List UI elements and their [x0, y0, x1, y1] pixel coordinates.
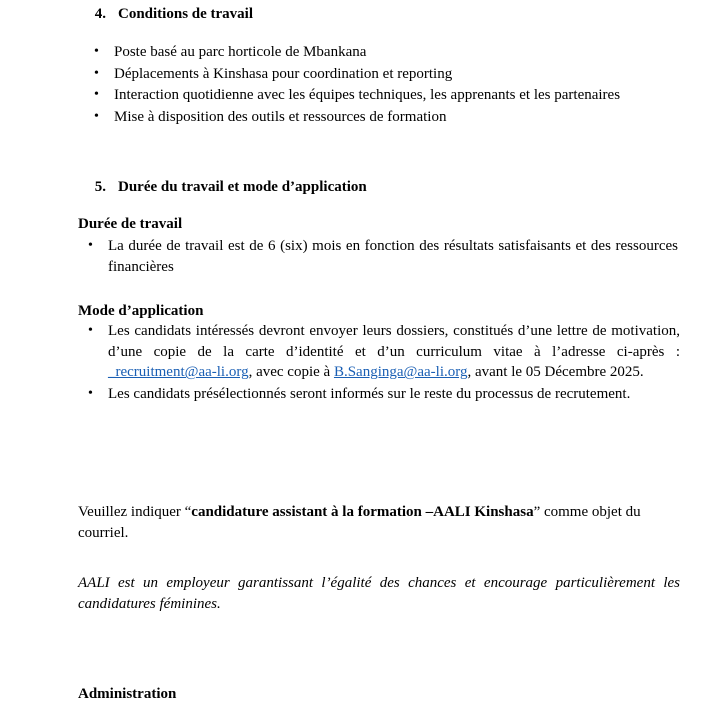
duree-de-travail-list: [78, 236, 678, 278]
subject-note-bold: candidature assistant à la formation –AALI Kinshasa: [191, 504, 534, 520]
section-4-bullet-list: [84, 42, 684, 129]
section-4-number: 4.: [94, 6, 106, 22]
administration-heading: Administration: [78, 686, 177, 702]
subject-note-after: ” comme objet du courriel.: [78, 504, 641, 541]
list-item: • Déplacements à Kinshasa pour coordination et reporting: [84, 64, 684, 85]
section-5-title: Durée du travail et mode d’application: [118, 179, 367, 195]
section-4-title: Conditions de travail: [118, 6, 254, 22]
list-item: • Interaction quotidienne avec les équipes techniques, les apprenants et les partenaires: [84, 85, 684, 106]
application-instructions-text-2: , avec copie à: [248, 364, 331, 381]
list-item: [78, 321, 680, 383]
email-subject-note: [78, 502, 680, 543]
sanginga-email-link[interactable]: B.Sanginga@aa-li.org: [333, 364, 468, 381]
application-deadline-text: , avant le 05 Décembre 2025.: [467, 364, 644, 381]
list-item: • Poste basé au parc horticole de Mbankana: [84, 42, 684, 63]
list-item: • La durée de travail est de 6 (six) mois en fonction des résultats satisfaisants et des ressources financières: [78, 236, 678, 277]
application-instructions-text: Les candidats intéressés devront envoyer leurs dossiers, constitués d’une lettre de motivation, d’une copie de la carte d’identité et d’un curriculum vitae à l’adresse ci-après :: [108, 323, 680, 360]
list-item: • Les candidats présélectionnés seront informés sur le reste du processus de recrutement.: [78, 384, 680, 405]
recruitment-email-link[interactable]: _recruitment@aa-li.org: [108, 364, 249, 381]
mode-application-list: [78, 321, 680, 406]
equal-opportunity-statement: AALI est un employeur garantissant l’égalité des chances et encourage particulièrement les candidatures féminines.: [78, 575, 680, 612]
list-item: • Mise à disposition des outils et ressources de formation: [84, 107, 684, 128]
section-5-heading: [84, 179, 684, 196]
subject-note-before: Veuillez indiquer “: [78, 504, 192, 520]
duree-de-travail-heading: Durée de travail: [78, 216, 183, 232]
section-5-number: 5.: [94, 179, 106, 195]
section-4-heading: [84, 6, 684, 23]
mode-application-heading: Mode d’application: [78, 303, 204, 319]
